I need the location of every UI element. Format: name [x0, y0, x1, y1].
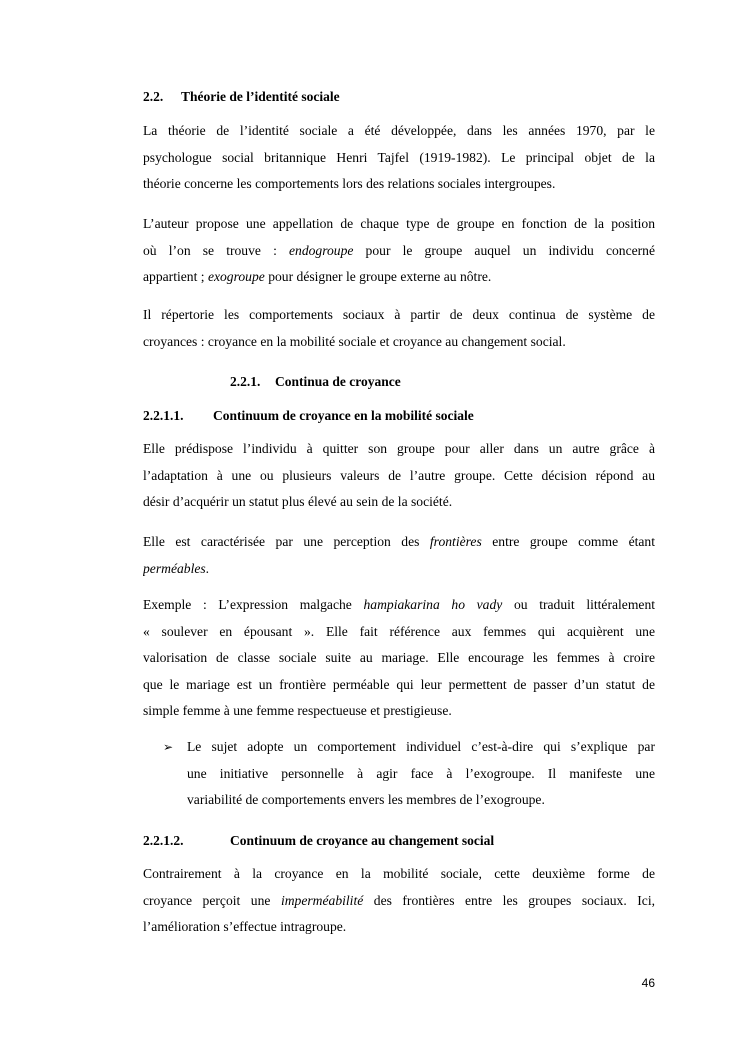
paragraph-frontieres	[143, 529, 655, 582]
paragraph-line: désir d’acquérir un statut plus élevé au sein de la société.	[143, 494, 453, 509]
paragraph-line: croyances : croyance en la mobilité sociale et croyance au changement social.	[143, 333, 566, 349]
term-frontieres: frontières	[429, 534, 482, 549]
paragraph-mobilite	[143, 436, 655, 516]
paragraph-changement	[143, 861, 655, 941]
paragraph-line: Elle est caractérisée par une perception des frontières entre groupe comme étant	[143, 534, 655, 549]
section-number: 2.2.	[143, 89, 164, 104]
paragraph-line: appartient ; exogroupe pour désigner le groupe externe au nôtre.	[143, 269, 492, 284]
paragraph-line: « soulever en épousant ». Elle fait référence aux femmes qui acquièrent une	[143, 623, 655, 639]
paragraph-appellation	[143, 211, 655, 291]
arrow-bullet-icon: ➢	[163, 740, 174, 754]
subsubsection-number: 2.2.1.2.	[143, 833, 184, 848]
paragraph-intro	[143, 118, 655, 198]
paragraph-line: où l’on se trouve : endogroupe pour le groupe auquel un individu concerné	[143, 242, 655, 258]
paragraph-line: croyance perçoit une imperméabilité des frontières entre les groupes sociaux. Ici,	[143, 892, 655, 908]
term-permeables: perméables	[143, 560, 206, 576]
paragraph-line: l’amélioration s’effectue intragroupe.	[143, 919, 347, 934]
paragraph-continua	[143, 302, 655, 355]
paragraph-line: variabilité de comportements envers les membres de l’exogroupe.	[187, 792, 545, 807]
paragraph-line: que le mariage est un frontière perméable qui leur permettent de passer d’un statut de	[143, 676, 655, 692]
paragraph-line: simple femme à une femme respectueuse et prestigieuse.	[143, 703, 452, 718]
section-heading	[143, 87, 340, 107]
paragraph-line: La théorie de l’identité sociale a été développée, dans les années 1970, par le	[143, 123, 655, 138]
subsubsection-title: Continuum de croyance au changement social	[230, 833, 495, 848]
paragraph-line: valorisation de classe sociale suite au mariage. Elle encourage les femmes à croire	[143, 650, 655, 665]
paragraph-exemple	[143, 592, 655, 725]
subsubsection-title: Continuum de croyance en la mobilité sociale	[213, 408, 474, 423]
paragraph-line: une initiative personnelle à agir face à l’exogroupe. Il manifeste une	[187, 765, 655, 781]
paragraph-line: psychologue social britannique Henri Tajfel (1919-1982). Le principal objet de la	[143, 149, 655, 165]
subsubsection-heading-2	[143, 831, 494, 851]
subsection-title: Continua de croyance	[275, 374, 401, 389]
page-number: 46	[641, 976, 655, 990]
paragraph-line: Exemple : L’expression malgache hampiakarina ho vady ou traduit littéralement	[143, 597, 655, 612]
bullet-text	[187, 734, 655, 814]
term-impermeabilite: imperméabilité	[280, 892, 364, 908]
paragraph-line: L’auteur propose une appellation de chaque type de groupe en fonction de la position	[143, 216, 655, 231]
subsection-heading	[230, 372, 401, 392]
subsubsection-number: 2.2.1.1.	[143, 408, 184, 423]
paragraph-line: Il répertorie les comportements sociaux à partir de deux continua de système de	[143, 307, 655, 322]
paragraph-line: Le sujet adopte un comportement individuel c’est-à-dire qui s’explique par	[187, 739, 655, 754]
subsection-number: 2.2.1.	[230, 374, 261, 389]
term-malgache: hampiakarina ho vady	[363, 597, 503, 612]
paragraph-line: perméables.	[143, 560, 210, 576]
paragraph-line: l’adaptation à une ou plusieurs valeurs de l’autre groupe. Cette décision répond au	[143, 467, 655, 483]
term-endogroupe: endogroupe	[288, 242, 354, 258]
paragraph-line: Contrairement à la croyance en la mobilité sociale, cette deuxième forme de	[143, 866, 655, 881]
subsubsection-heading-1	[143, 406, 474, 426]
paragraph-line: théorie concerne les comportements lors des relations sociales intergroupes.	[143, 176, 556, 191]
term-exogroupe: exogroupe	[207, 269, 265, 284]
section-title: Théorie de l’identité sociale	[181, 89, 340, 104]
paragraph-line: Elle prédispose l’individu à quitter son groupe pour aller dans un autre grâce à	[143, 441, 655, 456]
